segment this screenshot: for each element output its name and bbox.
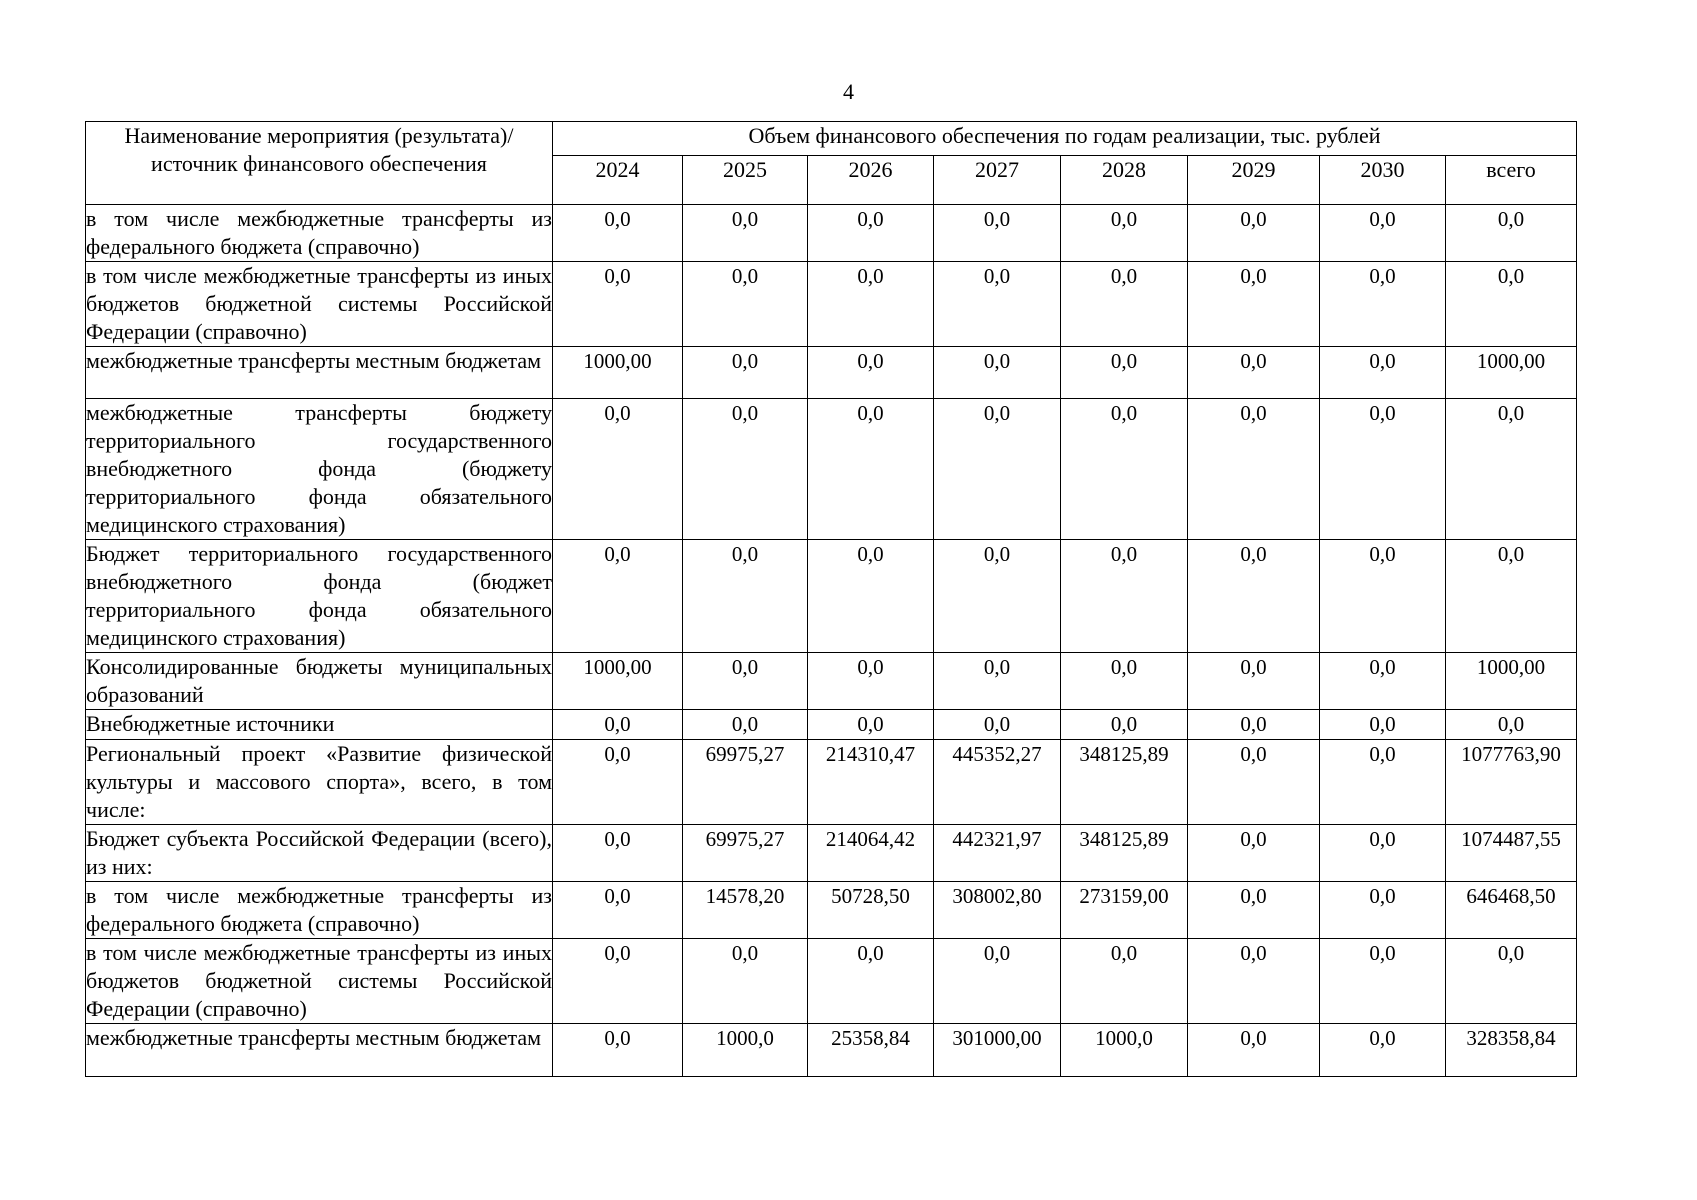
row-value-2029: 0,0 [1188, 262, 1320, 347]
row-value-2025: 0,0 [683, 205, 808, 262]
row-name: Региональный проект «Развитие физической культуры и массового спорта», всего, в том числе: [86, 740, 553, 825]
row-value-2026: 0,0 [808, 399, 934, 540]
row-value-2026: 214064,42 [808, 825, 934, 882]
row-value-2030: 0,0 [1320, 347, 1446, 399]
row-value-всего: 1074487,55 [1446, 825, 1577, 882]
row-value-2029: 0,0 [1188, 399, 1320, 540]
row-value-2025: 0,0 [683, 653, 808, 710]
row-value-2028: 0,0 [1061, 205, 1188, 262]
row-value-2030: 0,0 [1320, 540, 1446, 653]
table-body [86, 205, 1577, 1077]
row-value-2024: 0,0 [553, 825, 683, 882]
row-value-2027: 0,0 [934, 347, 1061, 399]
row-name: межбюджетные трансферты местным бюджетам [86, 347, 553, 399]
row-name: Внебюджетные источники [86, 710, 553, 740]
row-value-2025: 0,0 [683, 939, 808, 1024]
row-value-2026: 0,0 [808, 540, 934, 653]
row-value-2029: 0,0 [1188, 939, 1320, 1024]
row-value-2027: 308002,80 [934, 882, 1061, 939]
row-value-2024: 0,0 [553, 540, 683, 653]
table-row [86, 540, 1577, 653]
table-row [86, 262, 1577, 347]
row-value-2029: 0,0 [1188, 1024, 1320, 1077]
row-value-2028: 0,0 [1061, 710, 1188, 740]
table-row [86, 1024, 1577, 1077]
row-value-2024: 0,0 [553, 262, 683, 347]
row-value-2027: 301000,00 [934, 1024, 1061, 1077]
row-name: в том числе межбюджетные трансферты из иных бюджетов бюджетной системы Российской Федерации (справочно) [86, 939, 553, 1024]
row-value-всего: 328358,84 [1446, 1024, 1577, 1077]
row-name: в том числе межбюджетные трансферты из иных бюджетов бюджетной системы Российской Федерации (справочно) [86, 262, 553, 347]
row-name: межбюджетные трансферты местным бюджетам [86, 1024, 553, 1077]
row-value-2029: 0,0 [1188, 825, 1320, 882]
row-value-2028: 1000,0 [1061, 1024, 1188, 1077]
row-value-2028: 273159,00 [1061, 882, 1188, 939]
row-value-2028: 0,0 [1061, 939, 1188, 1024]
row-value-2028: 0,0 [1061, 653, 1188, 710]
row-value-2026: 214310,47 [808, 740, 934, 825]
row-value-2025: 0,0 [683, 262, 808, 347]
row-value-2025: 1000,0 [683, 1024, 808, 1077]
row-value-2027: 445352,27 [934, 740, 1061, 825]
row-value-всего: 1000,00 [1446, 653, 1577, 710]
row-value-2026: 0,0 [808, 653, 934, 710]
row-name: Бюджет субъекта Российской Федерации (всего), из них: [86, 825, 553, 882]
row-value-2025: 0,0 [683, 540, 808, 653]
table-header [86, 122, 1577, 205]
row-value-2028: 348125,89 [1061, 825, 1188, 882]
row-value-2030: 0,0 [1320, 740, 1446, 825]
row-value-всего: 1077763,90 [1446, 740, 1577, 825]
financing-table [85, 121, 1577, 1077]
row-name: Бюджет территориального государственного внебюджетного фонда (бюджет территориального фонда обязательного медицинского страхования) [86, 540, 553, 653]
financing-group-header: Объем финансового обеспечения по годам реализации, тыс. рублей [553, 122, 1577, 156]
row-value-2026: 0,0 [808, 205, 934, 262]
row-value-всего: 0,0 [1446, 939, 1577, 1024]
table-row [86, 653, 1577, 710]
row-value-всего: 0,0 [1446, 710, 1577, 740]
row-value-2024: 0,0 [553, 1024, 683, 1077]
row-value-2028: 0,0 [1061, 347, 1188, 399]
row-value-2030: 0,0 [1320, 205, 1446, 262]
row-name: в том числе межбюджетные трансферты из федерального бюджета (справочно) [86, 882, 553, 939]
row-name: межбюджетные трансферты бюджету территориального государственного внебюджетного фонда (бюджету территориального фонда обязательного медицинского страхования) [86, 399, 553, 540]
year-header: 2029 [1188, 156, 1320, 205]
row-value-всего: 0,0 [1446, 540, 1577, 653]
year-header: 2024 [553, 156, 683, 205]
row-value-2029: 0,0 [1188, 347, 1320, 399]
row-value-2026: 0,0 [808, 939, 934, 1024]
row-value-2027: 0,0 [934, 939, 1061, 1024]
row-value-2025: 0,0 [683, 347, 808, 399]
row-value-2030: 0,0 [1320, 882, 1446, 939]
row-value-2029: 0,0 [1188, 710, 1320, 740]
row-value-2028: 348125,89 [1061, 740, 1188, 825]
row-value-всего: 646468,50 [1446, 882, 1577, 939]
row-name: Консолидированные бюджеты муниципальных образований [86, 653, 553, 710]
name-column-header: Наименование мероприятия (результата)/источник финансового обеспечения [86, 122, 553, 205]
row-value-всего: 0,0 [1446, 262, 1577, 347]
row-value-2026: 0,0 [808, 262, 934, 347]
row-value-2024: 1000,00 [553, 347, 683, 399]
row-value-2030: 0,0 [1320, 1024, 1446, 1077]
row-value-2029: 0,0 [1188, 205, 1320, 262]
row-value-2027: 0,0 [934, 653, 1061, 710]
year-header: 2028 [1061, 156, 1188, 205]
row-value-2030: 0,0 [1320, 399, 1446, 540]
row-value-2026: 0,0 [808, 710, 934, 740]
row-value-2026: 0,0 [808, 347, 934, 399]
table-row [86, 939, 1577, 1024]
row-value-2029: 0,0 [1188, 740, 1320, 825]
table-row [86, 825, 1577, 882]
row-value-2027: 0,0 [934, 205, 1061, 262]
row-value-2025: 0,0 [683, 399, 808, 540]
row-value-всего: 1000,00 [1446, 347, 1577, 399]
page-number: 4 [843, 79, 854, 104]
row-value-2024: 0,0 [553, 939, 683, 1024]
year-header: всего [1446, 156, 1577, 205]
row-value-2026: 25358,84 [808, 1024, 934, 1077]
year-header: 2027 [934, 156, 1061, 205]
row-value-2024: 0,0 [553, 882, 683, 939]
row-value-2025: 69975,27 [683, 740, 808, 825]
year-header: 2026 [808, 156, 934, 205]
year-header: 2030 [1320, 156, 1446, 205]
row-value-2024: 0,0 [553, 399, 683, 540]
row-value-2029: 0,0 [1188, 653, 1320, 710]
row-value-всего: 0,0 [1446, 399, 1577, 540]
row-value-2030: 0,0 [1320, 653, 1446, 710]
row-value-всего: 0,0 [1446, 205, 1577, 262]
row-value-2024: 0,0 [553, 740, 683, 825]
row-value-2028: 0,0 [1061, 540, 1188, 653]
table-row [86, 882, 1577, 939]
row-value-2028: 0,0 [1061, 262, 1188, 347]
row-value-2027: 0,0 [934, 710, 1061, 740]
year-header: 2025 [683, 156, 808, 205]
row-value-2027: 0,0 [934, 262, 1061, 347]
row-value-2030: 0,0 [1320, 262, 1446, 347]
row-value-2030: 0,0 [1320, 939, 1446, 1024]
row-name: в том числе межбюджетные трансферты из федерального бюджета (справочно) [86, 205, 553, 262]
row-value-2026: 50728,50 [808, 882, 934, 939]
row-value-2027: 442321,97 [934, 825, 1061, 882]
row-value-2030: 0,0 [1320, 710, 1446, 740]
table-row [86, 740, 1577, 825]
row-value-2029: 0,0 [1188, 882, 1320, 939]
row-value-2027: 0,0 [934, 399, 1061, 540]
row-value-2030: 0,0 [1320, 825, 1446, 882]
row-value-2024: 0,0 [553, 205, 683, 262]
row-value-2025: 14578,20 [683, 882, 808, 939]
table-row [86, 399, 1577, 540]
row-value-2025: 0,0 [683, 710, 808, 740]
table-row [86, 710, 1577, 740]
table-row [86, 205, 1577, 262]
row-value-2024: 1000,00 [553, 653, 683, 710]
row-value-2027: 0,0 [934, 540, 1061, 653]
row-value-2029: 0,0 [1188, 540, 1320, 653]
table-row [86, 347, 1577, 399]
row-value-2025: 69975,27 [683, 825, 808, 882]
row-value-2024: 0,0 [553, 710, 683, 740]
row-value-2028: 0,0 [1061, 399, 1188, 540]
